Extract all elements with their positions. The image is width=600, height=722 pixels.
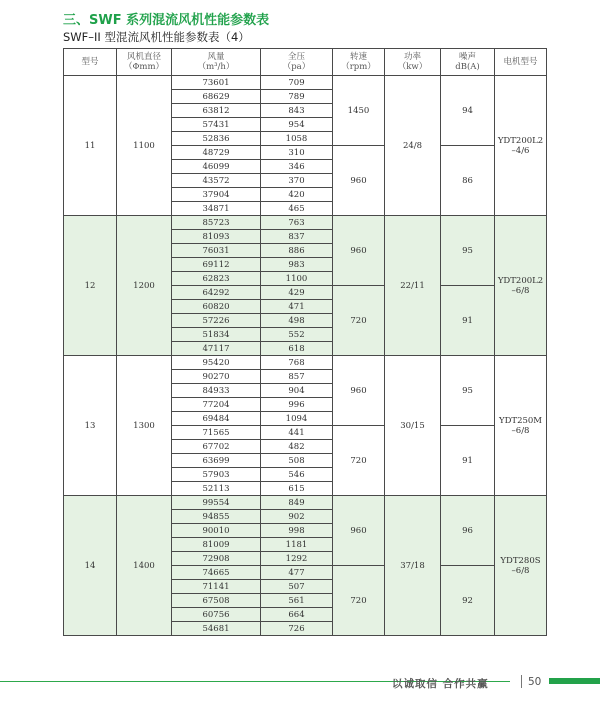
pressure-cell: 996 [261,398,333,412]
airflow-cell: 60820 [172,300,261,314]
airflow-cell: 72908 [172,552,261,566]
airflow-cell: 69112 [172,258,261,272]
airflow-cell: 54681 [172,622,261,636]
speed-cell: 960 [333,146,385,216]
pressure-cell: 477 [261,566,333,580]
noise-cell: 95 [441,356,495,426]
header-airflow: 风量 （m³/h） [172,49,261,76]
header-diameter: 风机直径 （Φmm） [117,49,172,76]
pressure-cell: 561 [261,594,333,608]
airflow-cell: 52113 [172,482,261,496]
pressure-cell: 886 [261,244,333,258]
table-row [64,216,547,230]
header-motor: 电机型号 [495,49,547,76]
pressure-cell: 498 [261,314,333,328]
model-cell: 14 [64,496,117,636]
table-row [64,356,547,370]
motor-cell: YDT200L2 –4/6 [495,76,547,216]
airflow-cell: 64292 [172,286,261,300]
diameter-cell: 1200 [117,216,172,356]
airflow-cell: 52836 [172,132,261,146]
airflow-cell: 57431 [172,118,261,132]
motor-cell: YDT200L2 –6/8 [495,216,547,356]
airflow-cell: 67702 [172,440,261,454]
page-number: 50 [528,676,542,688]
noise-cell: 86 [441,146,495,216]
pressure-cell: 1058 [261,132,333,146]
pressure-cell: 507 [261,580,333,594]
pressure-cell: 954 [261,118,333,132]
pressure-cell: 763 [261,216,333,230]
pressure-cell: 1292 [261,552,333,566]
airflow-cell: 63699 [172,454,261,468]
noise-cell: 95 [441,216,495,286]
performance-table [63,48,547,636]
airflow-cell: 68629 [172,90,261,104]
airflow-cell: 71141 [172,580,261,594]
footer-slogan: 以诚取信 合作共赢 [392,678,489,690]
airflow-cell: 71565 [172,426,261,440]
motor-cell: YDT250M –6/8 [495,356,547,496]
airflow-cell: 67508 [172,594,261,608]
section-heading: 三、SWF 系列混流风机性能参数表 [63,13,270,28]
airflow-cell: 76031 [172,244,261,258]
model-cell: 11 [64,76,117,216]
pressure-cell: 857 [261,370,333,384]
airflow-cell: 77204 [172,398,261,412]
airflow-cell: 90270 [172,370,261,384]
motor-cell: YDT280S –6/8 [495,496,547,636]
noise-cell: 91 [441,286,495,356]
airflow-cell: 84933 [172,384,261,398]
pressure-cell: 998 [261,524,333,538]
pressure-cell: 618 [261,342,333,356]
speed-cell: 720 [333,426,385,496]
footer-accent-bar [549,678,600,684]
pressure-cell: 471 [261,300,333,314]
power-cell: 30/15 [385,356,441,496]
airflow-cell: 63812 [172,104,261,118]
speed-cell: 960 [333,356,385,426]
noise-cell: 91 [441,426,495,496]
pressure-cell: 615 [261,482,333,496]
pressure-cell: 726 [261,622,333,636]
noise-cell: 94 [441,76,495,146]
speed-cell: 1450 [333,76,385,146]
speed-cell: 720 [333,286,385,356]
diameter-cell: 1100 [117,76,172,216]
airflow-cell: 48729 [172,146,261,160]
airflow-cell: 37904 [172,188,261,202]
airflow-cell: 90010 [172,524,261,538]
airflow-cell: 51834 [172,328,261,342]
pressure-cell: 1100 [261,272,333,286]
header-noise: 噪声 dB(A) [441,49,495,76]
pressure-cell: 1181 [261,538,333,552]
airflow-cell: 73601 [172,76,261,90]
pressure-cell: 429 [261,286,333,300]
airflow-cell: 69484 [172,412,261,426]
airflow-cell: 47117 [172,342,261,356]
noise-cell: 96 [441,496,495,566]
noise-cell: 92 [441,566,495,636]
pressure-cell: 465 [261,202,333,216]
footer-separator [521,675,522,688]
airflow-cell: 74665 [172,566,261,580]
speed-cell: 960 [333,216,385,286]
header-speed: 转速 （rpm） [333,49,385,76]
pressure-cell: 482 [261,440,333,454]
pressure-cell: 441 [261,426,333,440]
pressure-cell: 546 [261,468,333,482]
pressure-cell: 310 [261,146,333,160]
airflow-cell: 95420 [172,356,261,370]
pressure-cell: 837 [261,230,333,244]
airflow-cell: 57226 [172,314,261,328]
airflow-cell: 43572 [172,174,261,188]
header-pressure: 全压 （pa） [261,49,333,76]
table-row [64,496,547,510]
pressure-cell: 664 [261,608,333,622]
power-cell: 24/8 [385,76,441,216]
airflow-cell: 99554 [172,496,261,510]
header-power: 功率 （kw） [385,49,441,76]
pressure-cell: 849 [261,496,333,510]
pressure-cell: 709 [261,76,333,90]
header-model: 型号 [64,49,117,76]
pressure-cell: 508 [261,454,333,468]
airflow-cell: 62823 [172,272,261,286]
pressure-cell: 370 [261,174,333,188]
pressure-cell: 552 [261,328,333,342]
airflow-cell: 81009 [172,538,261,552]
table-subheading: SWF–II 型混流风机性能参数表（4） [63,30,250,44]
airflow-cell: 85723 [172,216,261,230]
pressure-cell: 1094 [261,412,333,426]
airflow-cell: 46099 [172,160,261,174]
pressure-cell: 420 [261,188,333,202]
table-body [64,76,547,636]
table-row [64,76,547,90]
pressure-cell: 904 [261,384,333,398]
pressure-cell: 983 [261,258,333,272]
speed-cell: 960 [333,496,385,566]
diameter-cell: 1400 [117,496,172,636]
diameter-cell: 1300 [117,356,172,496]
pressure-cell: 843 [261,104,333,118]
pressure-cell: 902 [261,510,333,524]
airflow-cell: 60756 [172,608,261,622]
pressure-cell: 789 [261,90,333,104]
power-cell: 22/11 [385,216,441,356]
airflow-cell: 57903 [172,468,261,482]
power-cell: 37/18 [385,496,441,636]
speed-cell: 720 [333,566,385,636]
airflow-cell: 81093 [172,230,261,244]
airflow-cell: 34871 [172,202,261,216]
pressure-cell: 346 [261,160,333,174]
pressure-cell: 768 [261,356,333,370]
model-cell: 12 [64,216,117,356]
airflow-cell: 94855 [172,510,261,524]
model-cell: 13 [64,356,117,496]
header-row [64,49,547,76]
